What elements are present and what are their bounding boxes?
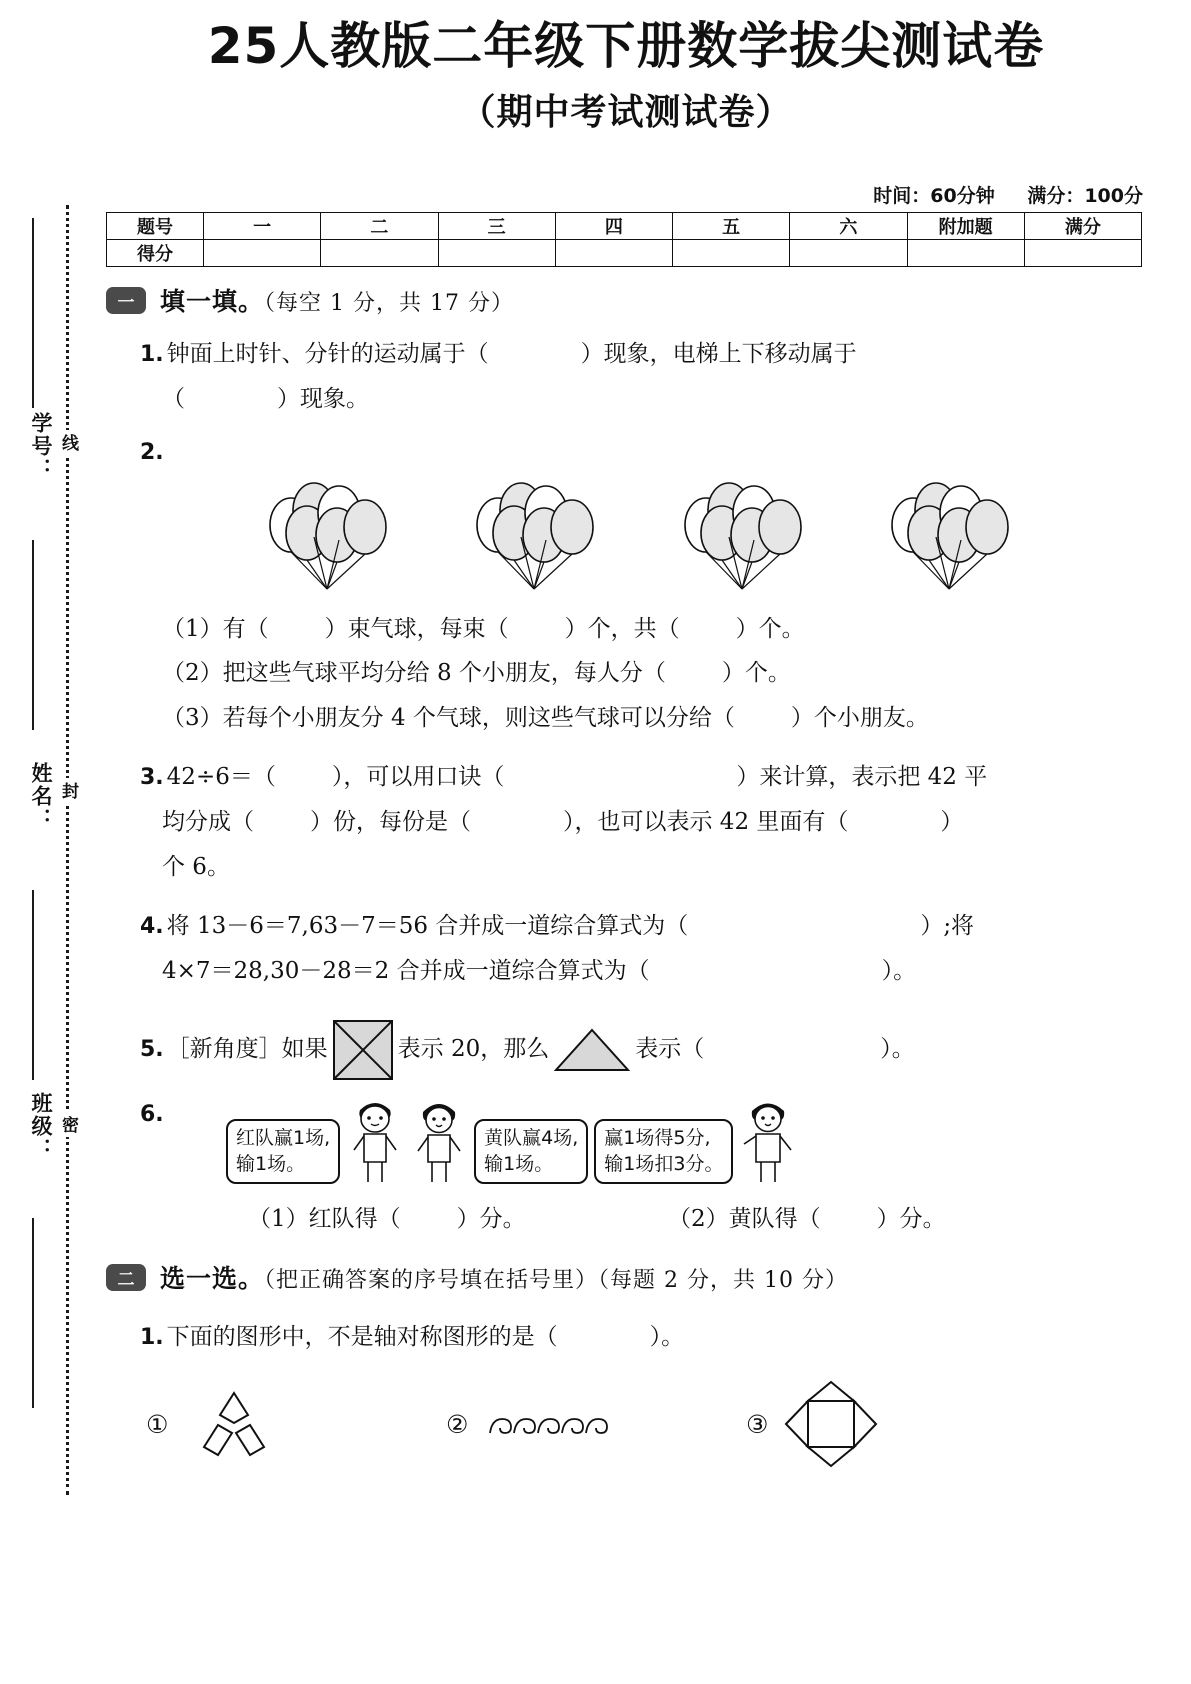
exam-body bbox=[106, 272, 1146, 1470]
section-title-text-2: 选一选。 bbox=[160, 1264, 265, 1294]
question-6-answers bbox=[106, 1200, 1146, 1233]
bubble-line-2: 输1场。 bbox=[236, 1152, 306, 1175]
teacher-avatar-icon bbox=[739, 1092, 797, 1184]
question-text-a: 下面的图形中，不是轴对称图形的是（ bbox=[166, 1324, 558, 1351]
question-text-c: （ bbox=[162, 385, 185, 412]
question-1-5 bbox=[106, 1019, 1146, 1081]
question-1-1 bbox=[106, 332, 1146, 422]
section-note-1: （每空 1 分，共 17 分） bbox=[264, 291, 514, 316]
section-badge-1: 一 bbox=[106, 287, 146, 314]
question-text-c: 4×7＝28,30－28＝2 合并成一道综合算式为（ bbox=[162, 957, 650, 984]
binding-margin bbox=[0, 0, 96, 1684]
question-number: 5. bbox=[140, 1037, 164, 1063]
balloon-bunch-3 bbox=[670, 477, 820, 597]
score-cell-3[interactable] bbox=[555, 240, 672, 267]
score-col-5: 六 bbox=[790, 213, 907, 240]
question-text-b: ）。 bbox=[649, 1324, 685, 1351]
margin-rule-bottom bbox=[32, 1218, 34, 1408]
seal-feng-label: 封 bbox=[55, 778, 81, 803]
sub-text-c: ）个，共（ bbox=[564, 615, 680, 642]
question-text-a: 将 13－6＝7,63－7＝56 合并成一道综合算式为（ bbox=[166, 912, 689, 939]
question-text-e: ）份，每份是（ bbox=[310, 809, 471, 836]
question-line-2 bbox=[140, 800, 1146, 845]
section-title-1 bbox=[160, 282, 514, 318]
score-cell-2[interactable] bbox=[438, 240, 555, 267]
score-table bbox=[106, 212, 1142, 267]
question-line-2 bbox=[140, 377, 1146, 422]
question-number: 2. bbox=[140, 439, 164, 465]
section-header-1 bbox=[106, 282, 1146, 318]
score-col-4: 五 bbox=[673, 213, 790, 240]
score-cell-6[interactable] bbox=[907, 240, 1024, 267]
star-square-icon bbox=[782, 1378, 880, 1470]
exam-time: 时间：60分钟 bbox=[873, 185, 995, 207]
section-badge-2: 二 bbox=[106, 1264, 146, 1291]
choice-option-1[interactable] bbox=[146, 1385, 446, 1463]
name-label: 姓名： bbox=[29, 762, 53, 831]
boy-avatar-icon bbox=[346, 1092, 404, 1184]
seal-line-label: 线 bbox=[55, 430, 81, 455]
score-col-7: 满分 bbox=[1024, 213, 1141, 240]
sub-text-d: ）个。 bbox=[735, 615, 805, 642]
margin-rule-top bbox=[32, 218, 34, 408]
score-col-1: 二 bbox=[321, 213, 438, 240]
square-with-x-icon bbox=[332, 1019, 394, 1081]
exam-meta bbox=[873, 181, 1143, 208]
sub-text-a: （1）有（ bbox=[162, 615, 269, 642]
score-cell-0[interactable] bbox=[204, 240, 321, 267]
sub-text-e: （2）把这些气球平均分给 8 个小朋友，每人分（ bbox=[162, 660, 666, 687]
question-text-c: ）来计算，表示把 42 平 bbox=[736, 764, 988, 791]
question-text-g: ） bbox=[940, 809, 964, 836]
sub-text-f: ）个。 bbox=[721, 660, 791, 687]
choice-option-3[interactable] bbox=[746, 1378, 880, 1470]
question-text-a: 钟面上时针、分针的运动属于（ bbox=[166, 341, 489, 367]
waves-icon bbox=[482, 1403, 610, 1445]
score-cell-7[interactable] bbox=[1024, 240, 1141, 267]
speech-bubble-yellow-team bbox=[474, 1119, 588, 1184]
question-text-a: ［新角度］如果 bbox=[166, 1036, 328, 1063]
question-text-b: ）现象，电梯上下移动属于 bbox=[580, 341, 857, 367]
question-1-2 bbox=[106, 430, 1146, 475]
question-number: 1. bbox=[140, 1325, 164, 1351]
q6-answer-2 bbox=[668, 1200, 946, 1233]
seal-mi-label: 密 bbox=[55, 1112, 81, 1137]
question-text-d: ）现象。 bbox=[277, 385, 369, 412]
question-line-2 bbox=[140, 949, 1146, 994]
section-header-2 bbox=[106, 1259, 1146, 1295]
balloon-illustration-row bbox=[106, 477, 1146, 597]
question-1-2-subs bbox=[106, 607, 1146, 742]
question-number: 6. bbox=[140, 1102, 164, 1128]
score-cell-1[interactable] bbox=[321, 240, 438, 267]
choice-label-2: ② bbox=[446, 1409, 469, 1439]
question-sub-2 bbox=[140, 651, 1146, 696]
margin-rule-mid-2 bbox=[32, 890, 34, 1080]
balloon-bunch-4 bbox=[877, 477, 1027, 597]
question-2-1 bbox=[106, 1315, 1146, 1360]
page-title: 25人教版二年级下册数学拔尖测试卷 bbox=[207, 17, 1045, 75]
question-text-a: 42÷6＝（ bbox=[166, 764, 276, 791]
question-1-4 bbox=[106, 904, 1146, 994]
question-text-h: 个 6。 bbox=[162, 853, 230, 880]
score-col-6: 附加题 bbox=[907, 213, 1024, 240]
question-text-b: ），可以用口诀（ bbox=[331, 764, 505, 791]
question-sub-1 bbox=[140, 607, 1146, 652]
question-number: 3. bbox=[140, 765, 164, 791]
bubble-line-2: 输1场扣3分。 bbox=[604, 1152, 724, 1175]
question-sub-3 bbox=[140, 696, 1146, 741]
bubble-line-1: 红队赢1场, bbox=[236, 1127, 331, 1150]
q6-answer-1 bbox=[248, 1200, 668, 1233]
triangle-icon bbox=[553, 1027, 631, 1073]
question-text-f: ），也可以表示 42 里面有（ bbox=[563, 809, 849, 836]
choice-label-1: ① bbox=[146, 1409, 169, 1439]
section-title-2 bbox=[160, 1259, 848, 1295]
score-col-3: 四 bbox=[555, 213, 672, 240]
question-6-illustration bbox=[106, 1092, 1146, 1184]
table-row-score bbox=[107, 240, 1142, 267]
balloon-bunch-2 bbox=[462, 477, 612, 597]
score-cell-4[interactable] bbox=[673, 240, 790, 267]
balloon-bunch-1 bbox=[255, 477, 405, 597]
sub-text-h: ）个小朋友。 bbox=[790, 705, 929, 732]
exam-full-marks: 满分：100分 bbox=[1027, 185, 1143, 207]
q6-answer-1-text: （1）红队得（ bbox=[248, 1206, 401, 1233]
score-table-row-label-0: 题号 bbox=[107, 213, 204, 240]
score-cell-5[interactable] bbox=[790, 240, 907, 267]
question-text-d: ）。 bbox=[880, 1036, 915, 1063]
question-1-3 bbox=[106, 755, 1146, 890]
tear-dotted-line bbox=[66, 205, 69, 1495]
table-row-header bbox=[107, 213, 1142, 240]
question-text-d: 均分成（ bbox=[162, 809, 254, 836]
question-text-c: 表示（ bbox=[635, 1036, 705, 1063]
section-note-2: （把正确答案的序号填在括号里）（每题 2 分，共 10 分） bbox=[264, 1268, 848, 1294]
q6-answer-1-suffix: ）分。 bbox=[456, 1206, 526, 1233]
q6-answer-2-text: （2）黄队得（ bbox=[668, 1206, 821, 1233]
q6-answer-2-suffix: ）分。 bbox=[876, 1206, 946, 1233]
class-label: 班级： bbox=[29, 1092, 53, 1161]
score-table-row-label-1: 得分 bbox=[107, 240, 204, 267]
choice-shapes-row bbox=[106, 1378, 1146, 1470]
speech-bubble-scoring-rule bbox=[594, 1119, 733, 1184]
choice-label-3: ③ bbox=[746, 1409, 769, 1439]
question-text-b: ）;将 bbox=[920, 912, 975, 939]
bubble-line-1: 黄队赢4场, bbox=[484, 1127, 579, 1150]
margin-rule-mid-1 bbox=[32, 540, 34, 730]
score-col-2: 三 bbox=[438, 213, 555, 240]
three-diamonds-icon bbox=[182, 1385, 286, 1463]
bubble-line-1: 赢1场得5分, bbox=[604, 1127, 711, 1150]
question-number: 1. bbox=[140, 342, 164, 367]
girl-avatar-icon bbox=[410, 1092, 468, 1184]
score-col-0: 一 bbox=[204, 213, 321, 240]
student-id-label: 学号： bbox=[29, 412, 53, 481]
choice-option-2[interactable] bbox=[446, 1403, 746, 1445]
speech-bubble-red-team bbox=[226, 1119, 340, 1184]
bubble-line-2: 输1场。 bbox=[484, 1152, 554, 1175]
question-text-d: ）。 bbox=[881, 957, 917, 984]
sub-text-g: （3）若每个小朋友分 4 个气球，则这些气球可以分给（ bbox=[162, 705, 735, 732]
page-title-block bbox=[96, 18, 1156, 135]
page-subtitle: （期中考试测试卷） bbox=[459, 91, 793, 133]
question-line-3 bbox=[140, 845, 1146, 890]
question-number: 4. bbox=[140, 913, 164, 939]
section-title-text-1: 填一填。 bbox=[160, 287, 265, 316]
sub-text-b: ）束气球，每束（ bbox=[324, 615, 509, 642]
question-text-b: 表示 20，那么 bbox=[397, 1036, 550, 1063]
